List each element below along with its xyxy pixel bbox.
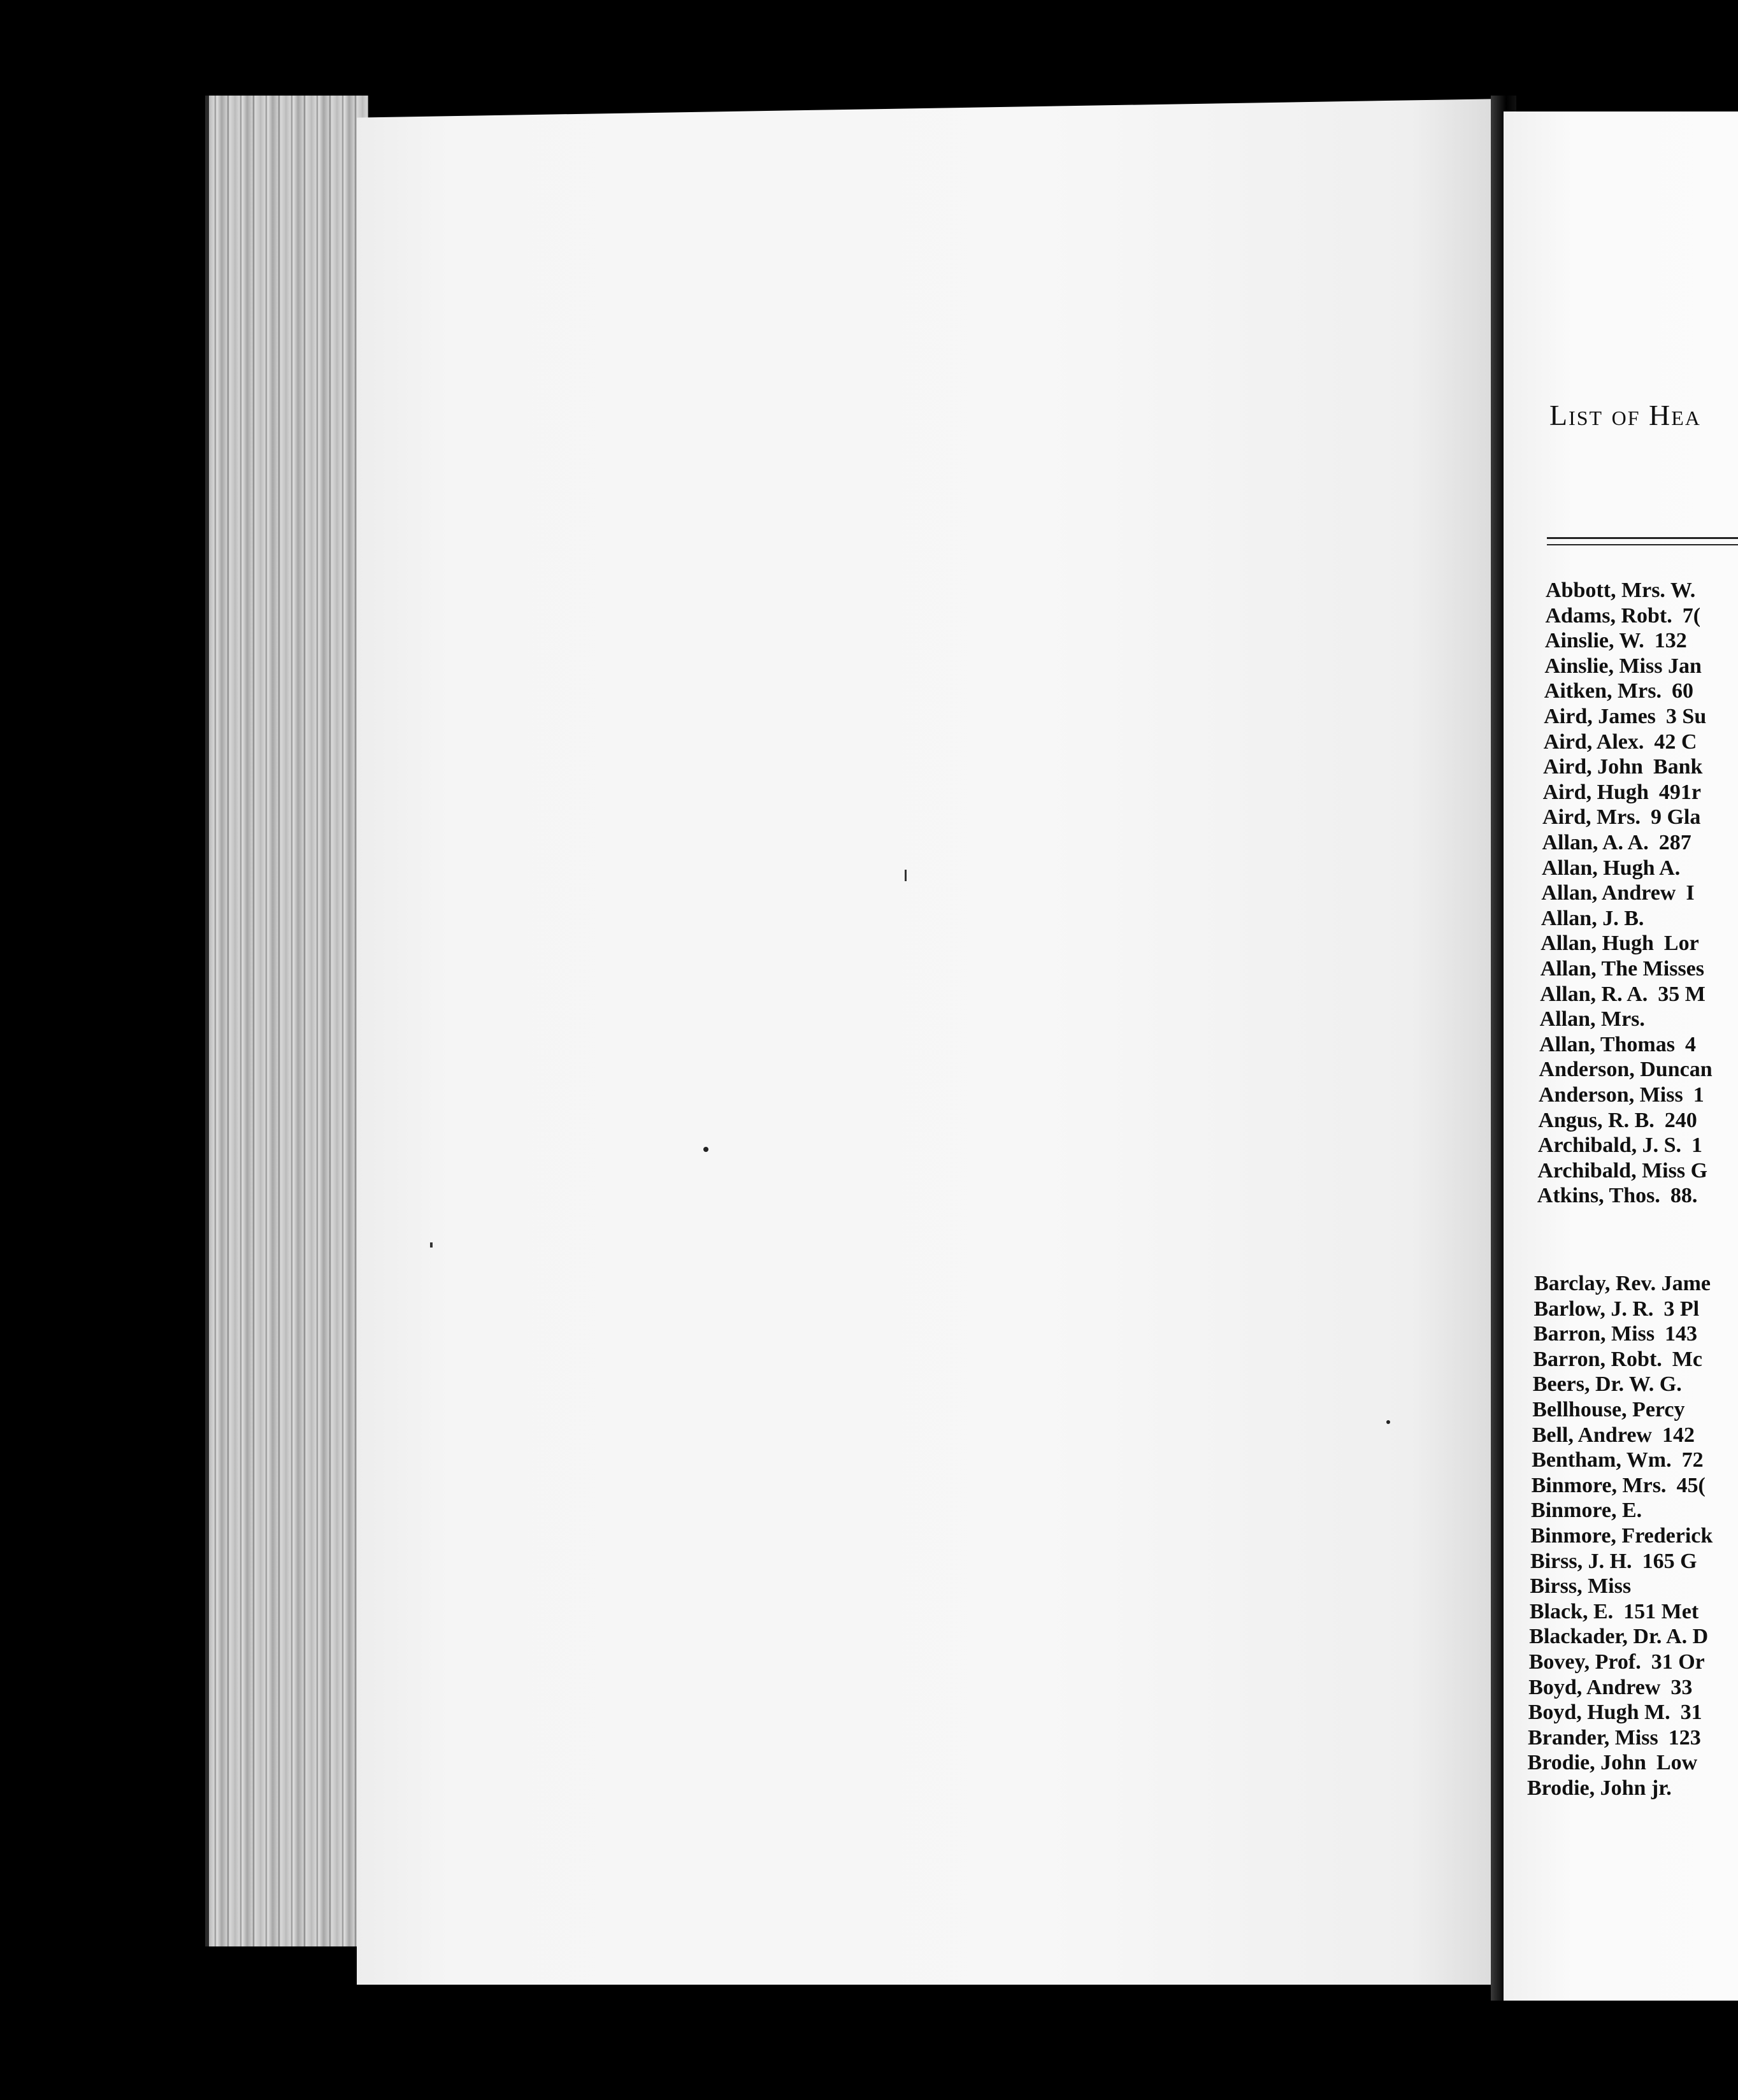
entry-address: 31 Or (1651, 1650, 1705, 1674)
entry-name: Allan, J. B. (1540, 906, 1644, 930)
directory-entry (1546, 578, 1695, 603)
directory-entry (1543, 780, 1701, 805)
entry-name: Blackader, Dr. A. D (1529, 1625, 1709, 1649)
heading-rule (1547, 537, 1738, 539)
directory-entry (1529, 1650, 1705, 1674)
entry-name: Allan, The Misses (1540, 957, 1704, 981)
entry-address: 3 Pl (1663, 1297, 1700, 1321)
entry-name: Birss, J. H. (1530, 1549, 1632, 1573)
entry-name: Bentham, Wm. (1532, 1448, 1672, 1472)
entry-address: 33 (1670, 1675, 1693, 1699)
entry-name: Beers, Dr. W. G. (1532, 1372, 1682, 1397)
entry-name: Ainslie, Miss Jan (1544, 654, 1702, 678)
entry-name: Binmore, E. (1531, 1499, 1642, 1523)
entry-name: Allan, Hugh (1540, 931, 1654, 956)
entry-name: Barron, Miss (1533, 1322, 1655, 1346)
entry-name: Barlow, J. R. (1533, 1297, 1654, 1321)
directory-entry (1539, 1082, 1704, 1107)
directory-entry (1540, 1007, 1645, 1032)
directory-entry (1538, 1133, 1702, 1158)
heading-rule (1547, 544, 1738, 545)
entry-name: Black, E. (1529, 1599, 1614, 1623)
entry-name: Ainslie, W. (1544, 629, 1644, 653)
page-speck (703, 1147, 708, 1152)
directory-entry (1540, 956, 1704, 981)
entry-address: I (1686, 881, 1695, 905)
entry-address: 3 Su (1665, 705, 1707, 728)
entry-name: Aird, Hugh (1542, 780, 1649, 804)
directory-entry (1533, 1297, 1699, 1321)
entry-address: 35 M (1658, 982, 1706, 1006)
entry-name: Archibald, Miss G (1537, 1158, 1708, 1183)
directory-entry (1544, 730, 1697, 754)
directory-entry (1545, 603, 1700, 628)
entry-address: 60 (1671, 679, 1693, 703)
entry-name: Abbott, Mrs. W. (1546, 579, 1696, 602)
entry-name: Allan, Thomas (1539, 1032, 1675, 1056)
directory-entry (1528, 1675, 1692, 1700)
entry-name: Anderson, Duncan (1539, 1058, 1713, 1082)
directory-entry (1532, 1397, 1684, 1422)
directory-entry (1545, 628, 1687, 653)
entry-name: Allan, R. A. (1540, 982, 1648, 1006)
entry-name: Aird, Alex. (1543, 730, 1644, 754)
directory-entry (1537, 1183, 1698, 1208)
entry-name: Binmore, Frederick (1530, 1524, 1713, 1548)
directory-entry (1534, 1271, 1711, 1296)
entry-name: Barron, Robt. (1533, 1347, 1662, 1371)
entry-name: Allan, Mrs. (1539, 1007, 1645, 1032)
entry-address: 4 (1684, 1032, 1696, 1056)
directory-entry (1540, 982, 1706, 1007)
directory-entry (1530, 1574, 1631, 1599)
entry-name: Allan, A. A. (1542, 831, 1649, 854)
entry-name: Atkins, Thos. (1537, 1184, 1660, 1208)
directory-entry (1528, 1700, 1702, 1725)
entry-address: 45( (1676, 1473, 1706, 1497)
entry-name: Allan, Hugh A. (1541, 856, 1681, 880)
entry-address: 287 (1658, 831, 1691, 854)
entry-name: Binmore, Mrs. (1531, 1473, 1667, 1497)
directory-entry (1531, 1498, 1642, 1523)
entry-name: Bellhouse, Percy (1532, 1398, 1685, 1421)
entry-name: Brodie, John jr. (1527, 1776, 1672, 1800)
entry-address: 151 Met (1623, 1599, 1699, 1623)
directory-entry (1540, 931, 1698, 956)
entry-name: Aird, John (1543, 755, 1643, 779)
entry-name: Birss, Miss (1530, 1574, 1632, 1599)
entry-address: 7( (1682, 603, 1701, 628)
entry-name: Adams, Robt. (1545, 603, 1672, 628)
directory-entry (1533, 1372, 1682, 1397)
directory-entry (1530, 1549, 1697, 1574)
entry-name: Archibald, J. S. (1537, 1133, 1682, 1158)
entry-name: Aitken, Mrs. (1544, 679, 1662, 703)
entry-address: Bank (1653, 755, 1703, 779)
entry-name: Boyd, Andrew (1528, 1675, 1661, 1699)
entry-address: Low (1656, 1751, 1698, 1775)
entry-address: 42 C (1654, 730, 1697, 754)
page-speck (1386, 1420, 1390, 1424)
directory-entry (1530, 1599, 1698, 1624)
entry-address: 491r (1658, 780, 1701, 804)
entry-name: Bovey, Prof. (1528, 1650, 1641, 1674)
directory-entry (1533, 1321, 1697, 1346)
directory-entry (1544, 679, 1693, 703)
entry-name: Aird, James (1544, 705, 1656, 728)
directory-entry (1542, 805, 1700, 830)
directory-entry (1539, 1057, 1713, 1082)
page-scratch (905, 870, 907, 881)
entry-address: 72 (1681, 1448, 1704, 1472)
entry-address: 88. (1670, 1184, 1698, 1208)
entry-name: Allan, Andrew (1541, 881, 1676, 905)
entry-name: Boyd, Hugh M. (1528, 1701, 1670, 1725)
entry-name: Brander, Miss (1528, 1725, 1658, 1750)
directory-entry (1532, 1423, 1695, 1448)
directory-entry (1527, 1776, 1672, 1801)
directory-entry (1532, 1473, 1706, 1498)
entry-address: 9 Gla (1650, 805, 1701, 830)
directory-entry (1529, 1624, 1708, 1649)
entry-address: Lor (1663, 931, 1699, 956)
entry-address: 143 (1665, 1322, 1698, 1346)
directory-entry (1543, 754, 1702, 779)
entry-address: 123 (1668, 1725, 1701, 1750)
directory-entry (1533, 1347, 1702, 1372)
entry-address: 142 (1662, 1423, 1695, 1447)
page-scratch (430, 1242, 433, 1248)
directory-entry (1542, 830, 1691, 855)
directory-entry (1528, 1725, 1701, 1750)
directory-entry (1532, 1448, 1703, 1472)
entry-address: Mc (1672, 1347, 1702, 1371)
entry-address: 240 (1664, 1108, 1697, 1132)
entry-name: Barclay, Rev. Jame (1534, 1272, 1711, 1295)
directory-entry (1541, 881, 1694, 905)
directory-entry (1544, 704, 1706, 729)
right-page (1504, 111, 1738, 2001)
entry-address: 31 (1680, 1701, 1702, 1725)
directory-entry (1537, 1158, 1707, 1183)
entry-name: Aird, Mrs. (1542, 805, 1641, 830)
entry-name: Anderson, Miss (1539, 1083, 1683, 1107)
left-blank-page (357, 99, 1504, 1985)
directory-entry (1531, 1523, 1713, 1548)
directory-entry (1542, 856, 1680, 881)
page-edge-stack (205, 96, 368, 1946)
entry-address: 132 (1654, 629, 1687, 653)
directory-entry (1528, 1750, 1698, 1775)
entry-address: 1 (1691, 1133, 1703, 1158)
entry-address: 1 (1693, 1083, 1704, 1107)
entry-name: Bell, Andrew (1532, 1423, 1652, 1447)
page-heading: List of Hea (1549, 399, 1701, 431)
entry-name: Angus, R. B. (1538, 1108, 1655, 1132)
entry-name: Brodie, John (1527, 1751, 1646, 1775)
directory-entry (1544, 654, 1702, 679)
directory-entry (1538, 1108, 1697, 1133)
directory-entry (1541, 906, 1644, 931)
entry-address: 165 G (1642, 1549, 1697, 1573)
directory-entry (1539, 1032, 1696, 1057)
